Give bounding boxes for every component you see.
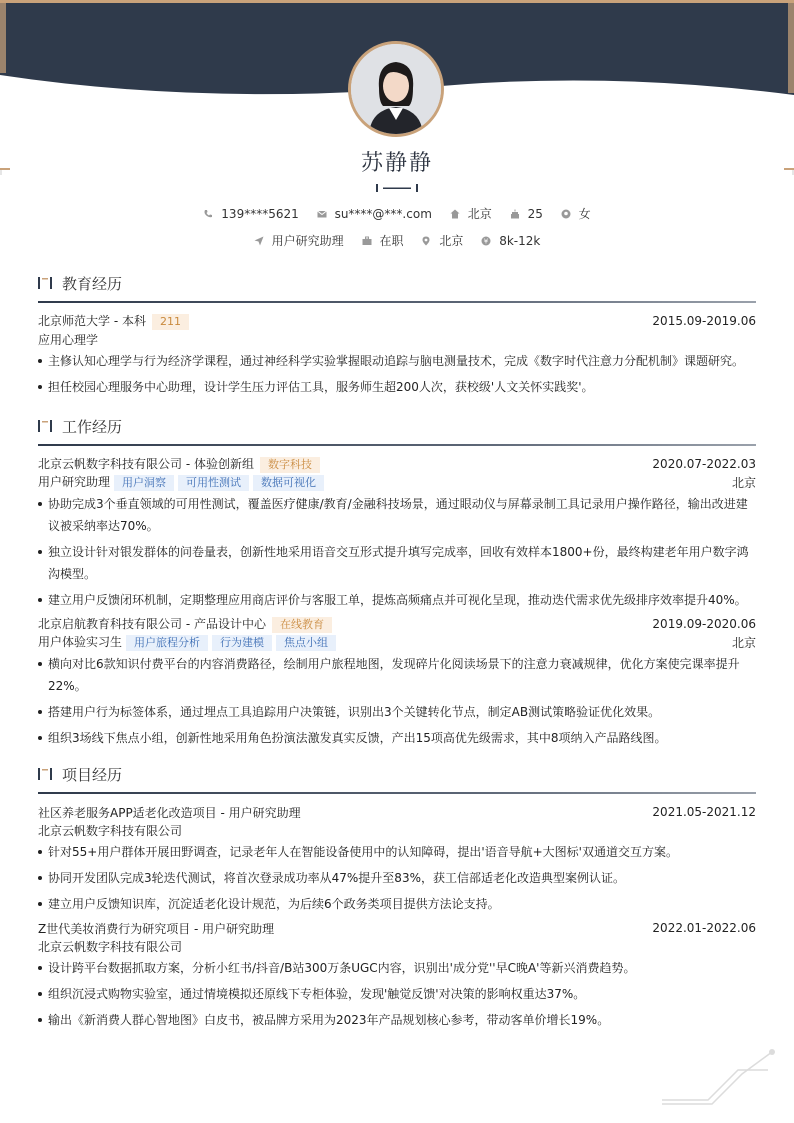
section-mark-icon xyxy=(38,277,52,289)
role: 用户研究助理 xyxy=(38,475,111,489)
email-text: su****@***.com xyxy=(334,206,432,221)
corner-decoration xyxy=(660,1048,780,1108)
contact-row xyxy=(0,205,794,222)
work-city: 北京 xyxy=(731,635,756,650)
contact-email xyxy=(317,207,432,221)
work-heading xyxy=(38,416,756,436)
section-divider xyxy=(38,301,756,303)
project-item xyxy=(38,803,756,915)
education-date: 2015.09-2019.06 xyxy=(652,314,756,328)
contact-age xyxy=(510,207,543,221)
project-section xyxy=(38,764,756,1035)
project-title: 项目经历 xyxy=(62,765,123,784)
project-company: 北京云帆数字科技有限公司 xyxy=(38,823,183,838)
list-item: 设计跨平台数据抓取方案，分析小红书/抖音/B站300万条UGC内容，识别出'成分党''早C晚A'等新兴消费趋势。 xyxy=(38,957,756,979)
school-name: 北京师范大学 - 本科 xyxy=(38,314,146,328)
major: 应用心理学 xyxy=(38,332,99,347)
project-date: 2021.05-2021.12 xyxy=(652,805,756,819)
position-text: 用户研究助理 xyxy=(271,234,344,248)
list-item: 独立设计针对银发群体的问卷量表，创新性地采用语音交互形式提升填写完成率，回收有效样本1800+份，最终构建老年用户数字鸿沟模型。 xyxy=(38,541,756,585)
intent-status xyxy=(362,232,404,249)
work-date: 2020.07-2022.03 xyxy=(652,457,756,471)
location-icon xyxy=(421,236,431,246)
list-item: 协助完成3个垂直领域的可用性测试，覆盖医疗健康/教育/金融科技场景，通过眼动仪与屏幕录制工具记录用户操作路径，输出改进建议被采纳率达70%。 xyxy=(38,493,756,537)
gender-text: 女 xyxy=(578,207,591,221)
skill-tag: 焦点小组 xyxy=(276,635,336,651)
project-company: 北京云帆数字科技有限公司 xyxy=(38,939,183,954)
age-text: 25 xyxy=(527,206,543,221)
work-item xyxy=(38,455,756,611)
list-item: 输出《新消费人群心智地图》白皮书，被品牌方采用为2023年产品规划核心参考，带动客单价增长19%。 xyxy=(38,1009,756,1031)
list-item: 担任校园心理服务中心助理，设计学生压力评估工具，服务师生超200人次，获校级'人文关怀实践奖'。 xyxy=(38,376,756,398)
education-heading xyxy=(38,273,756,293)
mail-icon xyxy=(317,209,327,219)
intent-salary xyxy=(481,234,540,248)
briefcase-icon xyxy=(362,236,372,246)
home-icon xyxy=(450,209,460,219)
company-name: 北京启航教育科技有限公司 - 产品设计中心 xyxy=(38,617,266,631)
phone-text: 139****5621 xyxy=(221,206,299,221)
list-item: 建立用户反馈知识库，沉淀适老化设计规范，为后续6个政务类项目提供方法论支持。 xyxy=(38,893,756,915)
company-name: 北京云帆数字科技有限公司 - 体验创新组 xyxy=(38,457,254,471)
work-section xyxy=(38,416,756,753)
list-item: 横向对比6款知识付费平台的内容消费路径，绘制用户旅程地图，发现碎片化阅读场景下的注意力衰减规律，优化方案使完课率提升22%。 xyxy=(38,653,756,697)
list-item: 针对55+用户群体开展田野调查，记录老年人在智能设备使用中的认知障碍，提出'语音导航+大图标'双通道交互方案。 xyxy=(38,841,756,863)
contact-gender xyxy=(561,205,591,222)
work-city: 北京 xyxy=(731,475,756,490)
skill-tag: 数据可视化 xyxy=(253,475,324,491)
intent-row xyxy=(0,232,794,249)
section-mark-icon xyxy=(38,420,52,432)
send-icon xyxy=(254,236,264,246)
work-item xyxy=(38,615,756,749)
skill-tag: 可用性测试 xyxy=(178,475,249,491)
project-date: 2022.01-2022.06 xyxy=(652,921,756,935)
industry-tag: 数字科技 xyxy=(260,457,320,473)
list-item: 搭建用户行为标签体系，通过埋点工具追踪用户决策链，识别出3个关键转化节点，制定AB测试策略验证优化效果。 xyxy=(38,701,756,723)
status-text: 在职 xyxy=(379,234,404,248)
list-item: 协同开发团队完成3轮迭代测试，将首次登录成功率从47%提升至83%，获工信部适老化改造典型案例认证。 xyxy=(38,867,756,889)
list-item: 组织沉浸式购物实验室，通过情境模拟还原线下专柜体验，发现'触觉反馈'对决策的影响权重达37%。 xyxy=(38,983,756,1005)
svg-text:¥: ¥ xyxy=(483,237,489,245)
candidate-name: 苏静静 xyxy=(360,151,433,176)
list-item: 建立用户反馈闭环机制，定期整理应用商店评价与客服工单，提炼高频痛点并可视化呈现，推动迭代需求优先级排序效率提升40%。 xyxy=(38,589,756,611)
school-tag: 211 xyxy=(152,314,189,330)
work-title: 工作经历 xyxy=(62,417,123,436)
project-heading xyxy=(38,764,756,784)
phone-icon xyxy=(203,209,213,219)
section-divider xyxy=(38,792,756,794)
list-item: 主修认知心理学与行为经济学课程，通过神经科学实验掌握眼动追踪与脑电测量技术，完成《数字时代注意力分配机制》课题研究。 xyxy=(38,350,756,372)
skill-tag: 行为建模 xyxy=(212,635,272,651)
education-section xyxy=(38,273,756,402)
project-item xyxy=(38,919,756,1031)
cake-icon xyxy=(510,209,520,219)
name-divider xyxy=(376,182,418,194)
city-text: 北京 xyxy=(467,207,492,221)
section-divider xyxy=(38,444,756,446)
intent-city xyxy=(421,232,463,249)
role: 用户体验实习生 xyxy=(38,635,123,649)
salary-icon xyxy=(481,236,491,246)
education-title: 教育经历 xyxy=(62,274,123,293)
section-mark-icon xyxy=(38,768,52,780)
intent-city-text: 北京 xyxy=(439,234,464,248)
contact-phone xyxy=(203,207,298,221)
salary-text: 8k-12k xyxy=(499,233,541,248)
intent-position xyxy=(254,232,344,249)
industry-tag: 在线教育 xyxy=(272,617,332,633)
skill-tag: 用户洞察 xyxy=(114,475,174,491)
contact-city xyxy=(450,205,492,222)
work-date: 2019.09-2020.06 xyxy=(652,617,756,631)
list-item: 组织3场线下焦点小组，创新性地采用角色扮演法激发真实反馈，产出15项高优先级需求，其中8项纳入产品路线图。 xyxy=(38,727,756,749)
skill-tag: 用户旅程分析 xyxy=(126,635,208,651)
gender-icon xyxy=(561,209,571,219)
project-name: 社区养老服务APP适老化改造项目 - 用户研究助理 xyxy=(38,805,301,820)
avatar xyxy=(348,41,444,137)
project-name: Z世代美妆消费行为研究项目 - 用户研究助理 xyxy=(38,921,275,936)
